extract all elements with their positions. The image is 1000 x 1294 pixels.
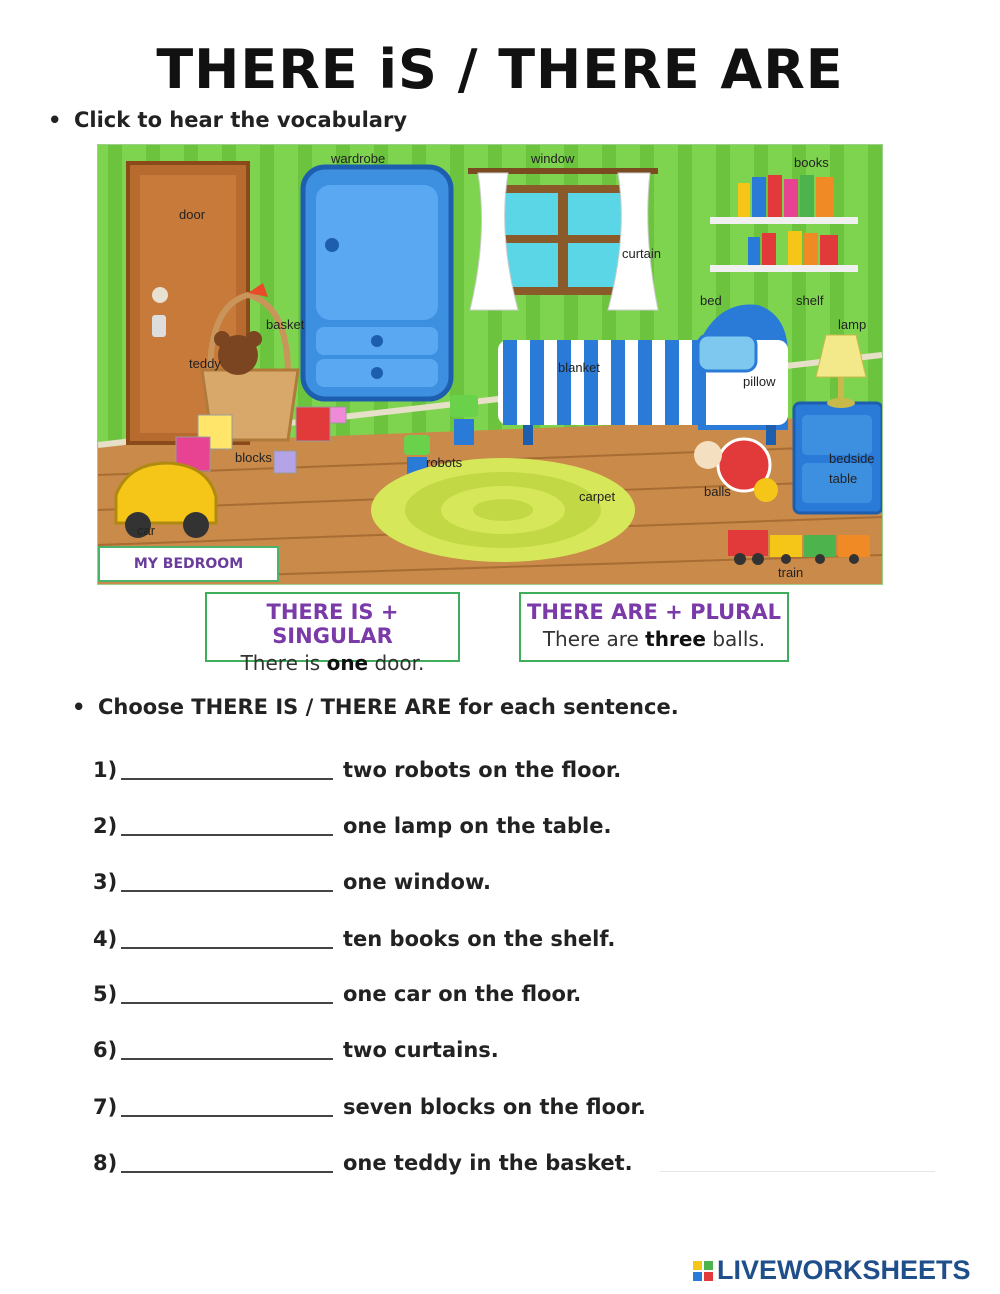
sentence-text: two curtains.	[343, 1038, 499, 1062]
rule-example-pre: There is	[240, 651, 327, 675]
sentence-number: 3)	[93, 870, 118, 894]
sentence-1	[93, 752, 621, 782]
sentence-number: 4)	[93, 927, 118, 951]
answer-input-3[interactable]	[121, 864, 333, 892]
sentence-number: 1)	[93, 758, 118, 782]
sentence-text: one window.	[343, 870, 491, 894]
sentence-text: seven blocks on the floor.	[343, 1095, 646, 1119]
instruction-text: Choose THERE IS / THERE ARE for each sentence.	[98, 695, 679, 719]
sentence-4	[93, 921, 615, 951]
answer-input-7[interactable]	[121, 1089, 333, 1117]
sentence-text: ten books on the shelf.	[343, 927, 616, 951]
rule-example-plural	[521, 627, 787, 651]
vocab-books[interactable]: books	[794, 155, 829, 170]
worksheet-title: THERE iS / THERE ARE	[156, 38, 844, 101]
sentence-number: 2)	[93, 814, 118, 838]
rule-example-post: door.	[368, 651, 425, 675]
sentence-7	[93, 1089, 646, 1119]
sentence-8	[93, 1145, 633, 1175]
sentence-2	[93, 808, 611, 838]
answer-input-6[interactable]	[121, 1032, 333, 1060]
vocab-window[interactable]: window	[531, 151, 575, 166]
rule-example-pre: There are	[542, 627, 646, 651]
rule-box-plural	[519, 592, 789, 662]
vocab-teddy[interactable]: teddy	[189, 356, 221, 371]
rule-box-singular	[205, 592, 460, 675]
vocab-bed[interactable]: bed	[700, 293, 722, 308]
answer-input-4[interactable]	[121, 921, 333, 949]
vocab-train[interactable]: train	[778, 565, 804, 580]
vocab-balls[interactable]: balls	[704, 484, 731, 499]
vocab-shelf[interactable]: shelf	[796, 293, 824, 308]
bedroom-scene	[97, 144, 883, 585]
vocab-curtain[interactable]: curtain	[622, 246, 662, 261]
rule-example-post: balls.	[705, 627, 766, 651]
sentence-5	[93, 976, 581, 1006]
vocab-bedside[interactable]: bedside	[829, 451, 875, 466]
sentence-text: two robots on the floor.	[343, 758, 622, 782]
vocab-blocks[interactable]: blocks	[235, 450, 272, 465]
intro-text: Click to hear the vocabulary	[74, 108, 408, 132]
answer-input-5[interactable]	[121, 976, 333, 1004]
vocab-table[interactable]: table	[829, 471, 858, 486]
vocab-blanket[interactable]: blanket	[558, 360, 600, 375]
rule-example-bold: three	[645, 627, 706, 651]
bullet-icon: •	[72, 695, 86, 719]
faint-divider	[660, 1171, 935, 1172]
sentence-number: 8)	[93, 1151, 118, 1175]
vocab-door[interactable]: door	[179, 207, 206, 222]
liveworksheets-logo-icon	[693, 1261, 713, 1281]
vocab-pillow[interactable]: pillow	[743, 374, 776, 389]
scene-caption: MY BEDROOM	[98, 546, 279, 582]
answer-input-2[interactable]	[121, 808, 333, 836]
vocab-carpet[interactable]: carpet	[579, 489, 616, 504]
sentence-text: one teddy in the basket.	[343, 1151, 633, 1175]
sentence-number: 7)	[93, 1095, 118, 1119]
vocab-basket[interactable]: basket	[266, 317, 305, 332]
sentence-number: 5)	[93, 982, 118, 1006]
instruction-line	[72, 695, 679, 719]
intro-line	[48, 108, 407, 132]
vocab-robots[interactable]: robots	[426, 455, 463, 470]
rule-title-singular: THERE IS + SINGULAR	[266, 600, 399, 648]
sentence-text: one lamp on the table.	[343, 814, 612, 838]
rule-example-singular	[207, 651, 458, 675]
sentence-6	[93, 1032, 499, 1062]
sentence-number: 6)	[93, 1038, 118, 1062]
sentence-3	[93, 864, 491, 894]
footer-logo	[693, 1255, 971, 1286]
vocab-car[interactable]: car	[137, 523, 156, 538]
rule-title-plural: THERE ARE + PLURAL	[527, 600, 781, 624]
answer-input-1[interactable]	[121, 752, 333, 780]
answer-input-8[interactable]	[121, 1145, 333, 1173]
bullet-icon: •	[48, 108, 62, 132]
vocab-lamp[interactable]: lamp	[838, 317, 867, 332]
brand-name: LIVEWORKSHEETS	[717, 1255, 971, 1285]
sentence-text: one car on the floor.	[343, 982, 582, 1006]
rule-example-bold: one	[326, 651, 369, 675]
vocab-wardrobe[interactable]: wardrobe	[331, 151, 386, 166]
